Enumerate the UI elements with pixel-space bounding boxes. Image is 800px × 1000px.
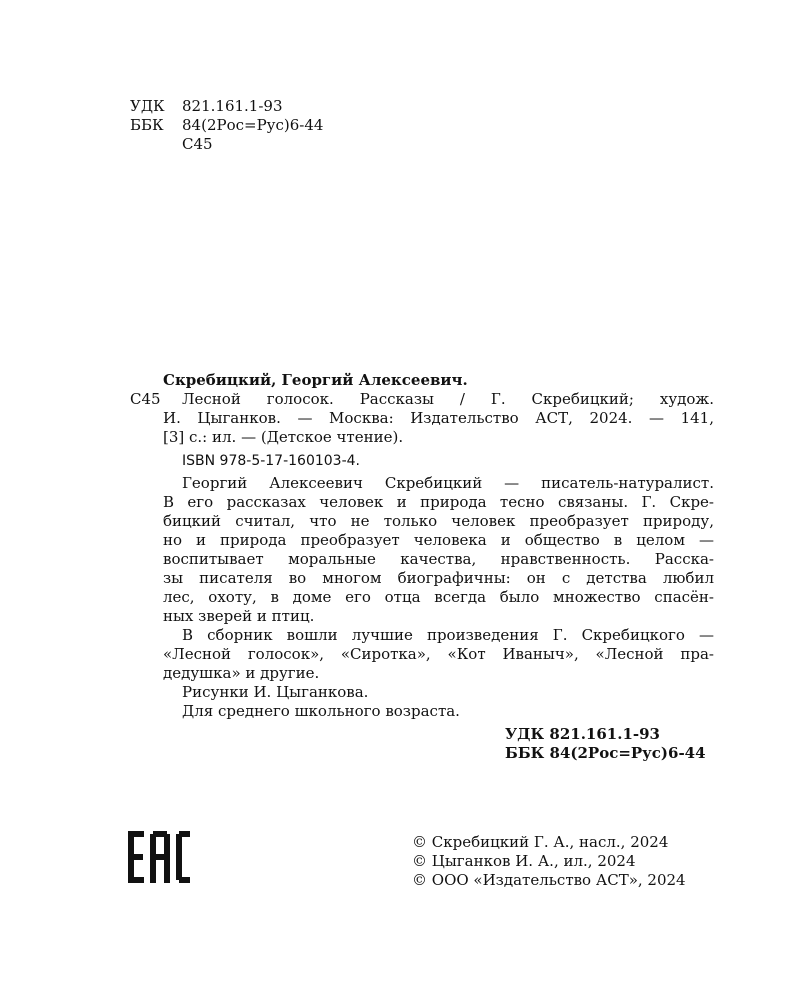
eac-logo-graphic (128, 831, 190, 883)
udk-top (130, 97, 283, 116)
annotation-p1-line-6: зы писателя во многом биографичны: он с детства любил (163, 569, 714, 587)
illustrations-credit: Рисунки И. Цыганкова. (182, 683, 369, 701)
audience-note: Для среднего школьного возраста. (182, 702, 460, 720)
copyright-publisher: © ООО «Издательство АСТ», 2024 (412, 871, 686, 889)
annotation-p1-line-2: В его рассказах человек и природа тесно связаны. Г. Скре- (163, 493, 714, 511)
record-sign: С45 (130, 390, 161, 408)
annotation-p1-line-3: бицкий считал, что не только человек преобразует природу, (163, 512, 714, 530)
annotation-p1-line-5: воспитывает моральные качества, нравственность. Расска- (163, 550, 714, 568)
annotation-p2-line-1: В сборник вошли лучшие произведения Г. Скребицкого — (182, 626, 714, 644)
udk-label: УДК (130, 97, 165, 115)
bbk-top (130, 116, 323, 135)
record-line-3: [3] с.: ил. — (Детское чтение). (163, 428, 404, 446)
bbk-bottom: ББК 84(2Рос=Рус)6-44 (505, 744, 706, 762)
author-sign-top: С45 (182, 135, 213, 153)
udk-value: 821.161.1-93 (182, 97, 283, 115)
copyright-illustrator: © Цыганков И. А., ил., 2024 (412, 852, 636, 870)
annotation-p1-line-8: ных зверей и птиц. (163, 607, 315, 625)
annotation-p2-line-3: дедушка» и другие. (163, 664, 320, 682)
bbk-label: ББК (130, 116, 164, 134)
copyright-author: © Скребицкий Г. А., насл., 2024 (412, 833, 669, 851)
annotation-p1-line-7: лес, охоту, в доме его отца всегда было множество спасён- (163, 588, 714, 606)
udk-bottom: УДК 821.161.1-93 (505, 725, 660, 743)
isbn: ISBN 978-5-17-160103-4. (182, 453, 360, 469)
record-line-1: Лесной голосок. Рассказы / Г. Скребицкий; худож. (182, 390, 714, 408)
record-line-2: И. Цыганков. — Москва: Издательство АСТ, 2024. — 141, (163, 409, 714, 427)
annotation-p1-line-4: но и природа преобразует человека и общество в целом — (163, 531, 714, 549)
record-author: Скребицкий, Георгий Алексеевич. (163, 371, 468, 389)
annotation-p2-line-2: «Лесной голосок», «Сиротка», «Кот Иваныч», «Лесной пра- (163, 645, 714, 663)
bbk-value: 84(2Рос=Рус)6-44 (182, 116, 324, 134)
eac-logo (128, 831, 190, 883)
annotation-p1-line-1: Георгий Алексеевич Скребицкий — писатель-натуралист. (182, 474, 714, 492)
